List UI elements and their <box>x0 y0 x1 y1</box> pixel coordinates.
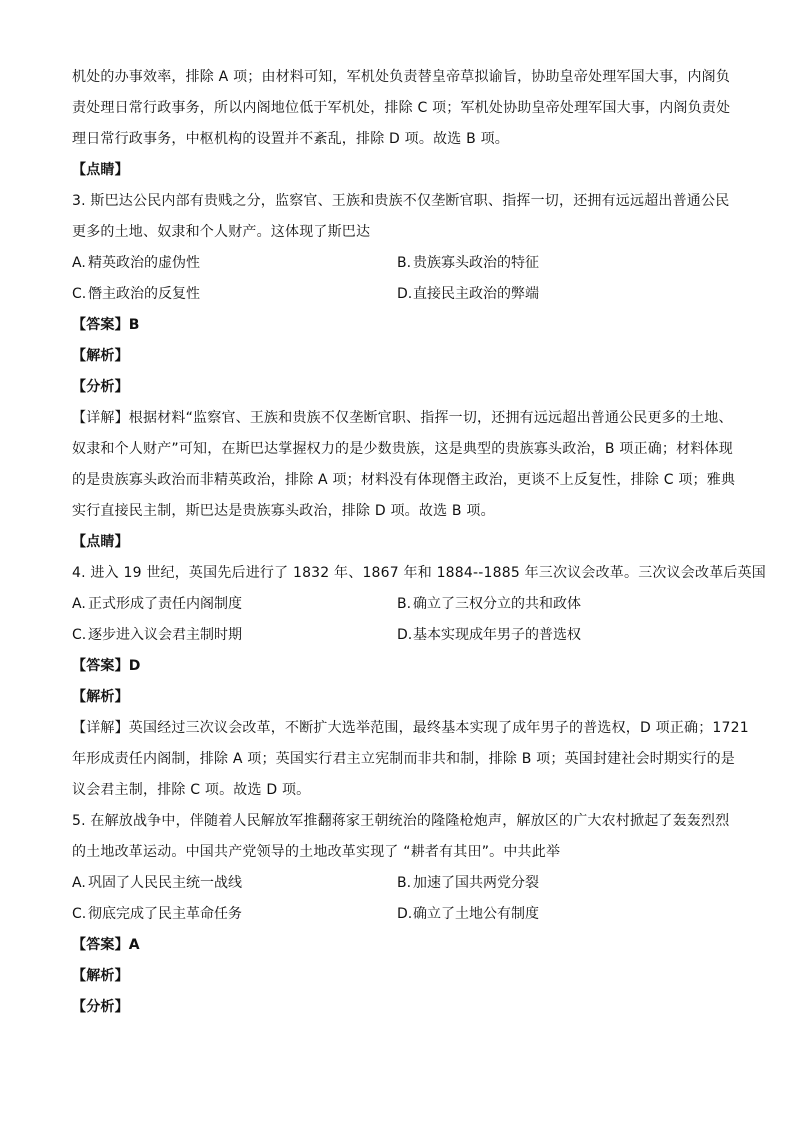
option-text: 僭主政治的反复性 <box>88 286 200 302</box>
answer-option <box>397 899 722 930</box>
answer-option <box>72 899 397 930</box>
answer-option <box>72 589 397 620</box>
answer-option <box>72 868 397 899</box>
option-letter: C. <box>72 627 87 643</box>
answer-option <box>397 868 722 899</box>
text-line: 实行直接民主制，斯巴达是贵族寡头政治，排除 D 项。故选 B 项。 <box>72 503 495 519</box>
option-text: 巩固了人民民主统一战线 <box>88 875 242 891</box>
answer-option <box>397 589 722 620</box>
option-letter: B. <box>397 596 412 612</box>
option-text: 贵族寡头政治的特征 <box>413 255 539 271</box>
text-line: 的是贵族寡头政治而非精英政治，排除 A 项；材料没有体现僭主政治，更谈不上反复性，排除 C 项；雅典 <box>72 472 736 488</box>
option-row <box>72 620 722 651</box>
option-letter: B. <box>397 875 412 891</box>
text-line: 更多的土地、奴隶和个人财产。这体现了斯巴达 <box>72 224 371 240</box>
option-letter: D. <box>397 906 413 922</box>
section-tag: 【分析】 <box>72 379 129 395</box>
text-line: 责处理日常行政事务，所以内阁地位低于军机处，排除 C 项；军机处协助皇帝处理军国大事，内阁负责处 <box>72 100 731 116</box>
text-line: 奴隶和个人财产”可知，在斯巴达掌握权力的是少数贵族，这是典型的贵族寡头政治，B 项正确；材料体现 <box>72 441 733 457</box>
option-letter: A. <box>72 875 86 891</box>
answer-option <box>397 279 722 310</box>
option-row <box>72 899 722 930</box>
answer-option <box>72 279 397 310</box>
text-line: 议会君主制，排除 C 项。故选 D 项。 <box>72 782 311 798</box>
option-letter: D. <box>397 286 413 302</box>
option-letter: B. <box>397 255 412 271</box>
text-line: 理日常行政事务，中枢机构的设置并不紊乱，排除 D 项。故选 B 项。 <box>72 131 509 147</box>
option-text: 确立了土地公有制度 <box>413 906 539 922</box>
option-row <box>72 279 722 310</box>
section-tag: 【解析】 <box>72 348 129 364</box>
answer-option <box>72 248 397 279</box>
text-line: 4. 进入 19 世纪，英国先后进行了 1832 年、1867 年和 1884--1885 年三次议会改革。三次议会改革后英国 <box>72 565 766 581</box>
section-tag: 【解析】 <box>72 968 129 984</box>
answer-option <box>72 620 397 651</box>
option-letter: A. <box>72 596 86 612</box>
section-tag: 【点睛】 <box>72 534 129 550</box>
option-text: 彻底完成了民主革命任务 <box>88 906 242 922</box>
option-text: 确立了三权分立的共和政体 <box>413 596 581 612</box>
option-letter: A. <box>72 255 86 271</box>
text-line: 年形成责任内阁制，排除 A 项；英国实行君主立宪制而非共和制，排除 B 项；英国封建社会时期实行的是 <box>72 751 735 767</box>
text-line: 5. 在解放战争中，伴随着人民解放军推翻蒋家王朝统治的隆隆枪炮声，解放区的广大农村掀起了轰轰烈烈 <box>72 813 730 829</box>
option-text: 基本实现成年男子的普选权 <box>413 627 581 643</box>
text-line: 的土地改革运动。中国共产党领导的土地改革实现了 “耕者有其田”。中共此举 <box>72 844 561 860</box>
option-letter: D. <box>397 627 413 643</box>
option-text: 直接民主政治的弊端 <box>413 286 539 302</box>
option-row <box>72 248 722 279</box>
text-line: 3. 斯巴达公民内部有贵贱之分，监察官、王族和贵族不仅垄断官职、指挥一切，还拥有远远超出普通公民 <box>72 193 730 209</box>
answer-option <box>397 248 722 279</box>
text-line: 机处的办事效率，排除 A 项；由材料可知，军机处负责替皇帝草拟谕旨，协助皇帝处理军国大事，内阁负 <box>72 69 731 85</box>
option-row <box>72 868 722 899</box>
option-row <box>72 589 722 620</box>
answer-option <box>397 620 722 651</box>
text-line: 【详解】根据材料“监察官、王族和贵族不仅垄断官职、指挥一切，还拥有远远超出普通公民更多的土地、 <box>72 410 733 426</box>
section-tag: 【点睛】 <box>72 162 129 178</box>
option-letter: C. <box>72 286 87 302</box>
section-tag: 【答案】B <box>72 317 140 333</box>
section-tag: 【答案】A <box>72 937 140 953</box>
document-page <box>72 62 766 1023</box>
option-letter: C. <box>72 906 87 922</box>
section-tag: 【答案】D <box>72 658 141 674</box>
option-text: 加速了国共两党分裂 <box>413 875 539 891</box>
section-tag: 【解析】 <box>72 689 129 705</box>
section-tag: 【分析】 <box>72 999 129 1015</box>
option-text: 逐步进入议会君主制时期 <box>88 627 242 643</box>
text-line: 【详解】英国经过三次议会改革，不断扩大选举范围，最终基本实现了成年男子的普选权，D 项正确；1721 <box>72 720 749 736</box>
option-text: 正式形成了责任内阁制度 <box>88 596 242 612</box>
option-text: 精英政治的虚伪性 <box>88 255 200 271</box>
